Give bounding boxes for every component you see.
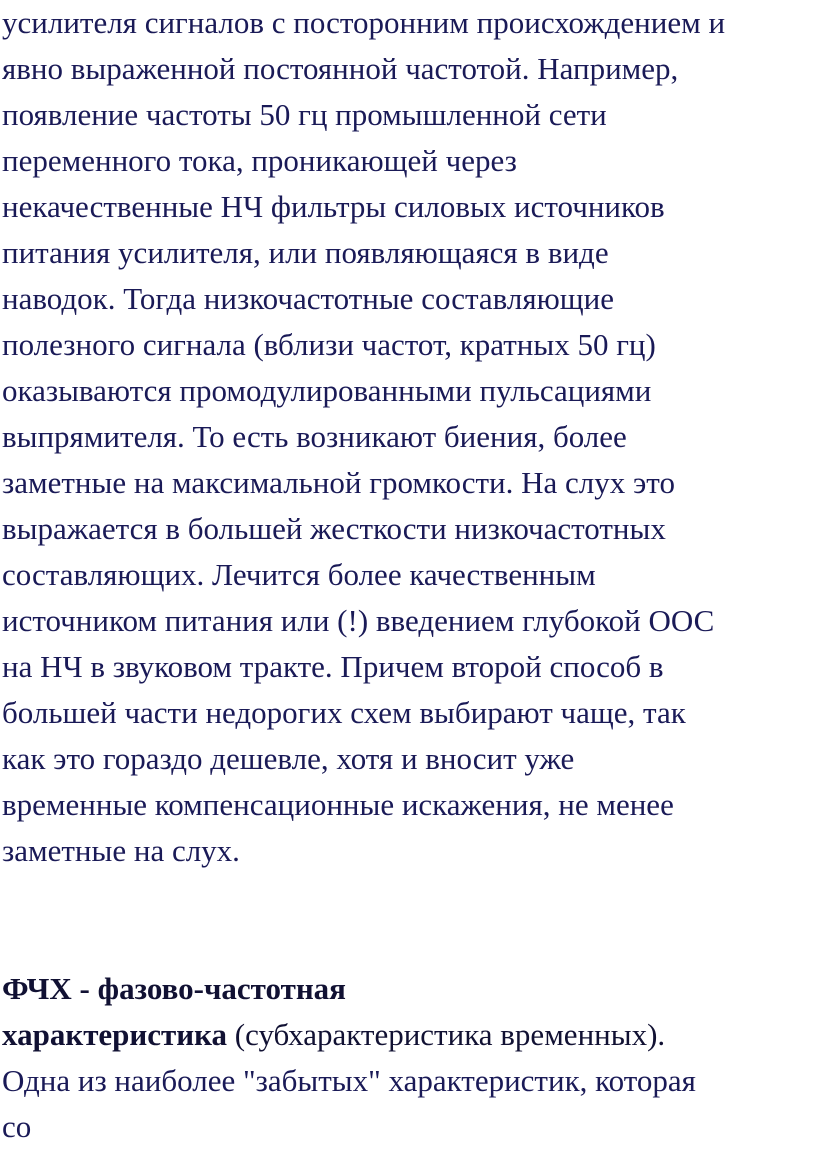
text-line: наводок. Тогда низкочастотные составляющие xyxy=(2,281,615,316)
text-line: питания усилителя, или появляющаяся в виде xyxy=(2,235,609,270)
text-line: временные компенсационные искажения, не менее xyxy=(2,787,674,822)
text-line: заметные на максимальной громкости. На слух это xyxy=(2,465,675,500)
term-description: (субхарактеристика временных). xyxy=(227,1017,666,1052)
text-line: составляющих. Лечится более качественным xyxy=(2,557,596,592)
text-line: со xyxy=(2,1109,32,1144)
section-phase-frequency xyxy=(2,966,816,1150)
text-line: усилителя сигналов с посторонним происхождением и xyxy=(2,5,726,40)
text-line: большей части недорогих схем выбирают чаще, так xyxy=(2,695,686,730)
text-line: выражается в большей жесткости низкочастотных xyxy=(2,511,666,546)
text-line: источником питания или (!) введением глубокой ООС xyxy=(2,603,715,638)
term-bold: характеристика xyxy=(2,1017,228,1052)
section-heading-continued xyxy=(2,1012,816,1058)
text-line: заметные на слух. xyxy=(2,833,240,868)
text-line: некачественные НЧ фильтры силовых источников xyxy=(2,189,665,224)
text-line: явно выраженной постоянной частотой. Например, xyxy=(2,51,679,86)
section-heading: ФЧХ - фазово-частотная xyxy=(2,971,346,1006)
text-line: на НЧ в звуковом тракте. Причем второй способ в xyxy=(2,649,664,684)
text-line: переменного тока, проникающей через xyxy=(2,143,517,178)
text-line: оказываются промодулированными пульсациями xyxy=(2,373,652,408)
text-line: Одна из наиболее "забытых" характеристик, которая xyxy=(2,1063,696,1098)
paragraph-1 xyxy=(2,0,816,874)
text-line: появление частоты 50 гц промышленной сети xyxy=(2,97,607,132)
text-line: выпрямителя. То есть возникают биения, более xyxy=(2,419,627,454)
paragraph-spacer xyxy=(2,874,816,966)
text-line: как это гораздо дешевле, хотя и вносит уже xyxy=(2,741,575,776)
text-line: полезного сигнала (вблизи частот, кратных 50 гц) xyxy=(2,327,656,362)
